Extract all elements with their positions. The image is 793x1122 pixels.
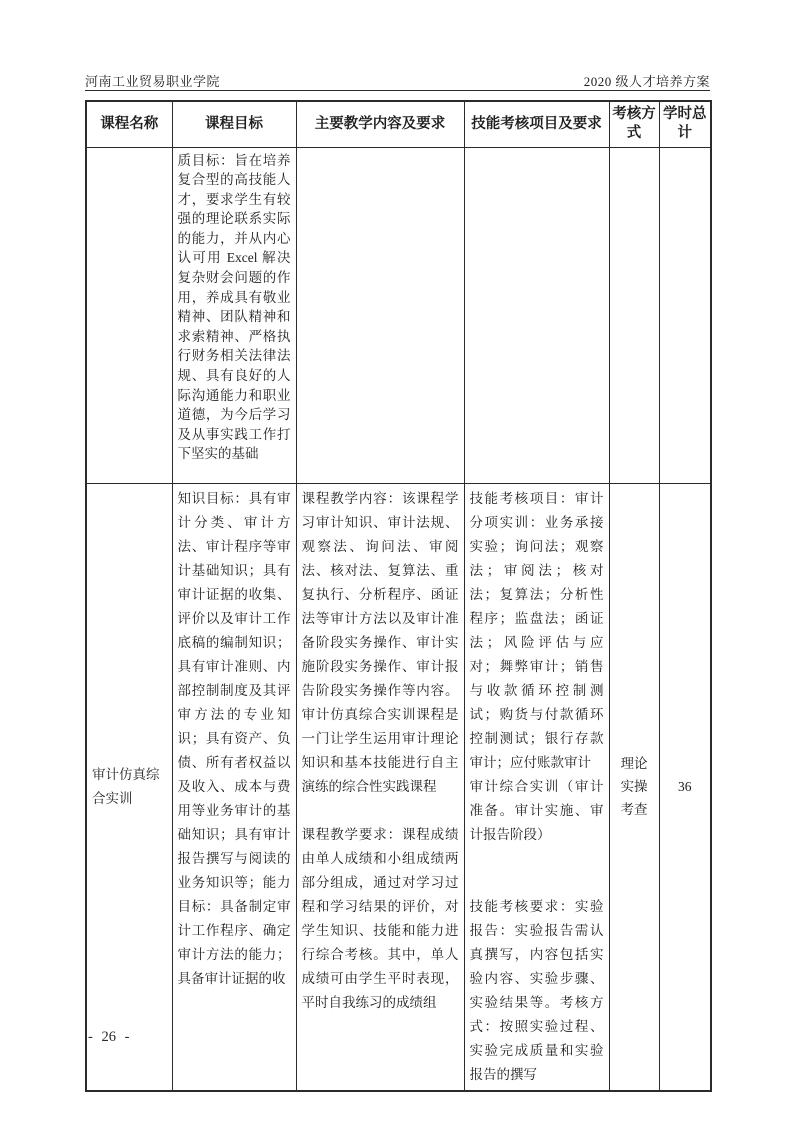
content-paragraph-2: 课程教学要求：课程成绩由单人成绩和小组成绩两部分组成，通过对学习过程和学习结果的评价，对学生知识、技能和能力进行综合考核。其中，单人成绩可由学生平时表现，平时自我练习的成绩组 [301,826,459,1010]
cell-course-objectives [172,483,296,1091]
table-header-row [86,101,711,147]
header-course-name: 课程名称 [86,101,172,147]
header-plan-title: 2020 级人才培养方案 [583,74,710,89]
cell-course-objectives-cont [172,147,296,483]
header-school-name: 河南工业贸易职业学院 [85,74,221,89]
cell-course-name: 审计仿真综合实训 [86,483,172,1091]
method-line-3: 考查 [620,802,648,817]
content-paragraph-1: 课程教学内容：该课程学习审计知识、审计法规、观察法、询问法、审阅法、核对法、复算法、重复执行、分析程序、函证法等审计方法以及审计准备阶段实务操作、审计实施阶段实务操作、审计报告阶段实务操作等内容。审计仿真综合实训课程是一门让学生运用审计理论知识和基本技能进行自主演练的综合性实践课程 [301,490,459,794]
cell-total-hours-cont [659,147,711,483]
cell-assessment-method-cont [609,147,659,483]
course-table [85,100,712,1092]
table-row-continuation [86,147,711,483]
method-line-2: 实操 [620,779,648,794]
skill-paragraph-2: 审计综合实训（审计准备。审计实施、审计报告阶段） [469,778,604,842]
cell-total-hours: 36 [659,483,711,1091]
cell-skill-assessment-cont [464,147,609,483]
cell-assessment-method [609,483,659,1091]
cell-course-name-cont [86,147,172,483]
header-skill-assessment: 技能考核项目及要求 [464,101,609,147]
method-line-1: 理论 [620,756,648,771]
objectives-paragraph: 质目标：旨在培养复合型的高技能人才，要求学生有较强的理论联系实际的能力，并从内心认可用 Excel 解决复杂财会问题的作用，养成具有敬业精神、团队精神和求索精神、严格执行财务相关法律法规、具有良好的人际沟通能力和职业道德，为今后学习及从事实践工作打下坚实的基础 [177,152,291,462]
cell-teaching-content [296,483,464,1091]
header-teaching-content: 主要教学内容及要求 [296,101,464,147]
objectives-paragraph: 知识目标：具有审计分类、审计方法、审计程序等审计基础知识；具有审计证据的收集、评价以及审计工作底稿的编制知识；具有审计准则、内部控制制度及其评审方法的专业知识；具有资产、负债、所有者权益以及收入、成本与费用等业务审计的基础知识；具有审计报告撰写与阅读的业务知识等；能力目标：具备制定审计工作程序、确定审计方法的能力；具备审计证据的收 [177,490,291,986]
page-number: - 26 - [88,1029,130,1045]
skill-paragraph-1: 技能考核项目：审计分项实训：业务承接实验；询问法；观察法；审阅法；核对法；复算法；分析性程序；监盘法；函证法；风险评估与应对；舞弊审计；销售与收款循环控制测试；购货与付款循环控制测试；银行存款审计；应付账款审计 [469,490,604,770]
skill-paragraph-3: 技能考核要求：实验报告：实验报告需认真撰写，内容包括实验内容、实验步骤、实验结果等。考核方式：按照实验过程、实验完成质量和实验报告的撰写 [469,898,604,1082]
table-row-audit-training [86,483,711,1091]
header-assessment-method: 考核方式 [609,101,659,147]
cell-skill-assessment [464,483,609,1091]
header-total-hours: 学时总计 [659,101,711,147]
cell-teaching-content-cont [296,147,464,483]
header-course-objectives: 课程目标 [172,101,296,147]
header-rule [85,90,710,91]
